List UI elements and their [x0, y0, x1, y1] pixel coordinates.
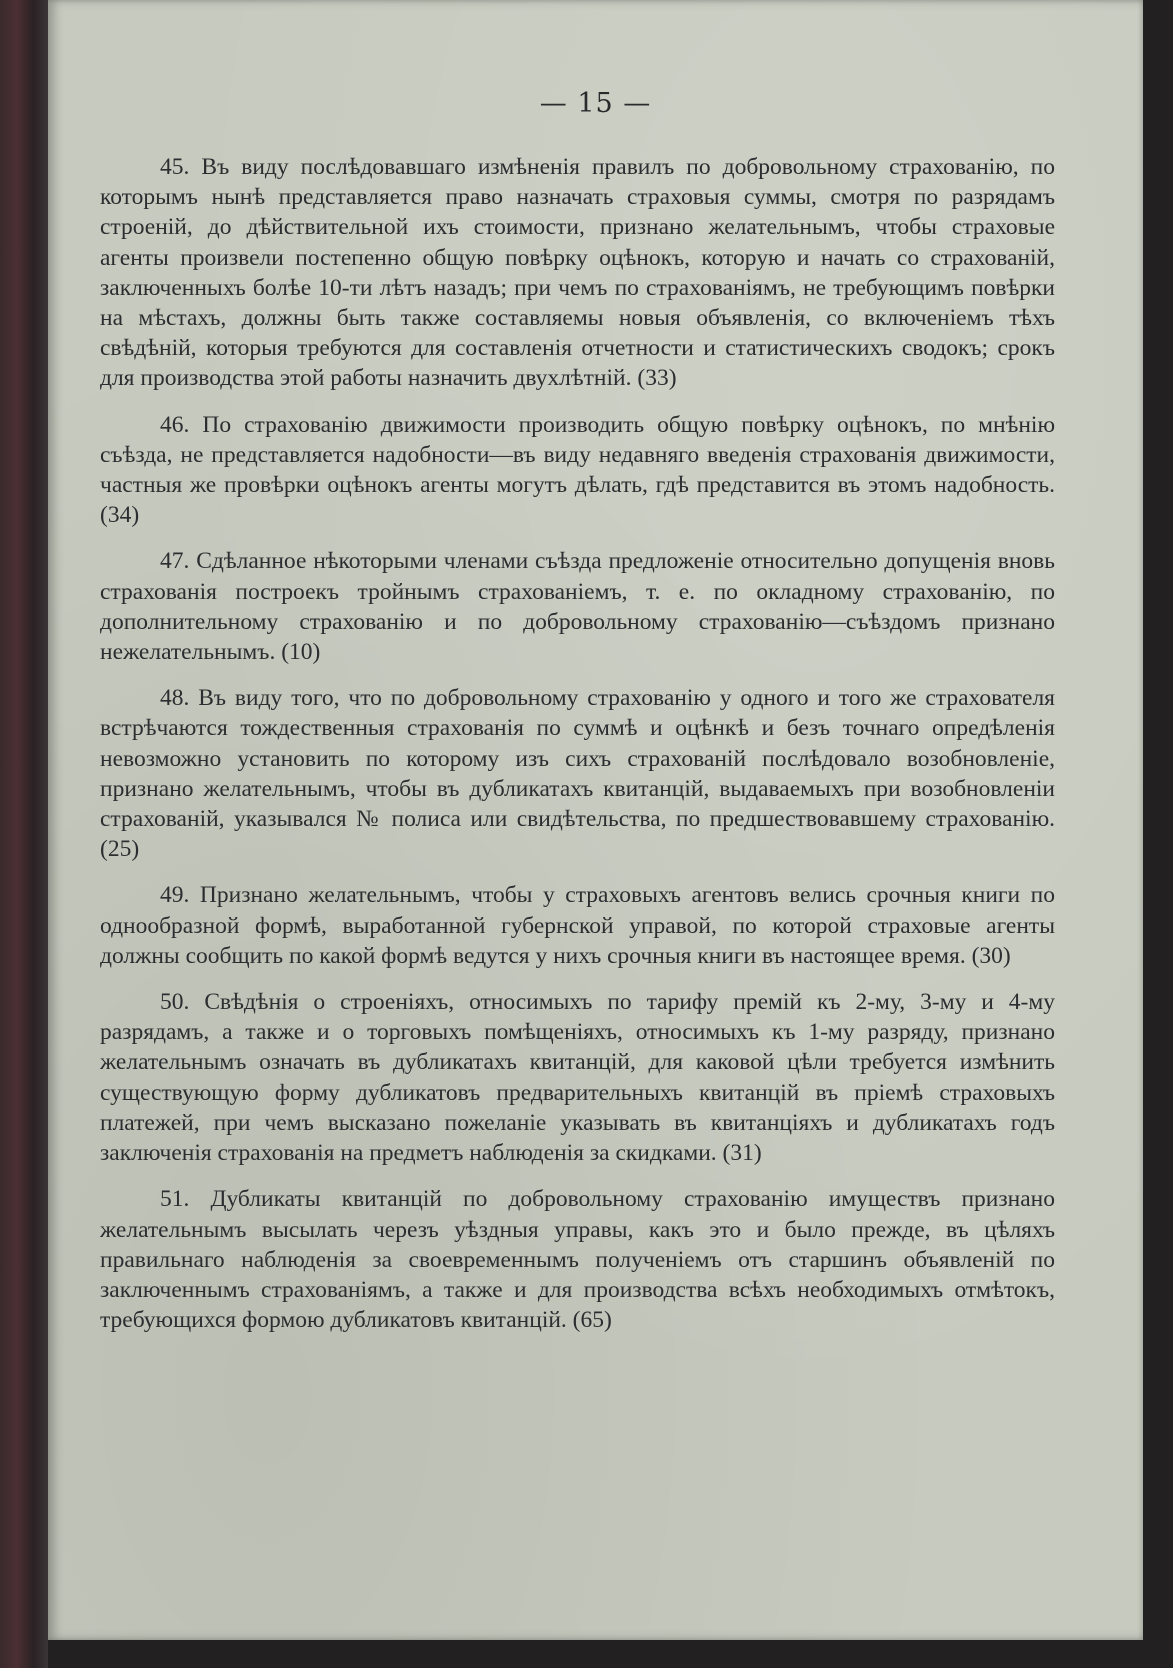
page-number: — 15 —: [539, 88, 652, 119]
paragraph-50: 50. Свѣдѣнія о строеніяхъ, относимыхъ по тарифу премій къ 2-му, 3-му и 4-му разрядамъ, а также и о торговыхъ помѣщеніяхъ, относимыхъ къ 1-му разряду, признано желательнымъ означать въ дубликатахъ квитанцій, для каковой цѣли требуется измѣнить существующую форму дубликатовъ предварительныхъ квитанцій въ пріемѣ страховыхъ платежей, при чемъ высказано пожеланіе указывать въ квитанціяхъ и дубликатахъ годъ заключенія страхованія на предметъ наблюденія за скидками. (31): [100, 989, 1055, 1167]
paragraph-46: 46. По страхованію движимости производить общую повѣрку оцѣнокъ, по мнѣнію съѣзда, не представляется надобности—въ виду недавняго введенія страхованія движимости, частныя же провѣрки оцѣнокъ агенты могутъ дѣлать, гдѣ представится въ этомъ надобность. (34): [100, 411, 1055, 529]
paragraph-47: 47. Сдѣланное нѣкоторыми членами съѣзда предложеніе относительно допущенія вновь страхованія построекъ тройнымъ страхованіемъ, т. е. по окладному страхованію, по дополнительному страхованію и по добровольному страхованію—съѣздомъ признано нежелательнымъ. (10): [100, 548, 1055, 666]
paragraph-45: 45. Въ виду послѣдовавшаго измѣненія правилъ по добровольному страхованію, по которымъ нынѣ представляется право назначать страховыя суммы, смотря по разрядамъ строеній, до дѣйствительной ихъ стоимости, признано желательнымъ, чтобы страховые агенты произвели постепенно общую повѣрку оцѣнокъ, которую и начать со страхованій, заключенныхъ болѣе 10-ти лѣтъ назадъ; при чемъ по страхованіямъ, не требующимъ повѣрки на мѣстахъ, должны быть также составляемы новыя объявленія, со включеніемъ тѣхъ свѣдѣній, которыя требуются для составленія отчетности и статистическихъ сводокъ; срокъ для производства этой работы назначить двухлѣтній. (33): [100, 154, 1055, 392]
paragraph-49: 49. Признано желательнымъ, чтобы у страховыхъ агентовъ велись срочныя книги по однообразной формѣ, выработанной губернской управой, по которой страховые агенты должны сообщить по какой формѣ ведутся у нихъ срочныя книги въ настоящее время. (30): [100, 882, 1055, 969]
paragraph-51: 51. Дубликаты квитанцій по добровольному страхованію имуществъ признано желательнымъ высылать черезъ уѣздныя управы, какъ это и было прежде, въ цѣляхъ правильнаго наблюденія за своевременнымъ полученіемъ отъ старшинъ объявленій по заключеннымъ страхованіямъ, а также и для производства всѣхъ необходимыхъ отмѣтокъ, требующихся формою дубликатовъ квитанцій. (65): [100, 1186, 1055, 1334]
book-binding-edge: [0, 0, 48, 1668]
book-page: [48, 0, 1143, 1640]
page-body: [100, 152, 1055, 1351]
paragraph-48: 48. Въ виду того, что по добровольному страхованію у одного и того же страхователя встрѣчаются тождественныя страхованія по суммѣ и оцѣнкѣ и безъ точнаго опредѣленія невозможно установить по которому изъ сихъ страхованій послѣдовало возобновленіе, признано желательнымъ, чтобы въ дубликатахъ квитанцій, выдаваемыхъ при возобновленіи страхованій, указывался № полиса или свидѣтельства, по предшествовавшему страхованію. (25): [100, 685, 1055, 863]
